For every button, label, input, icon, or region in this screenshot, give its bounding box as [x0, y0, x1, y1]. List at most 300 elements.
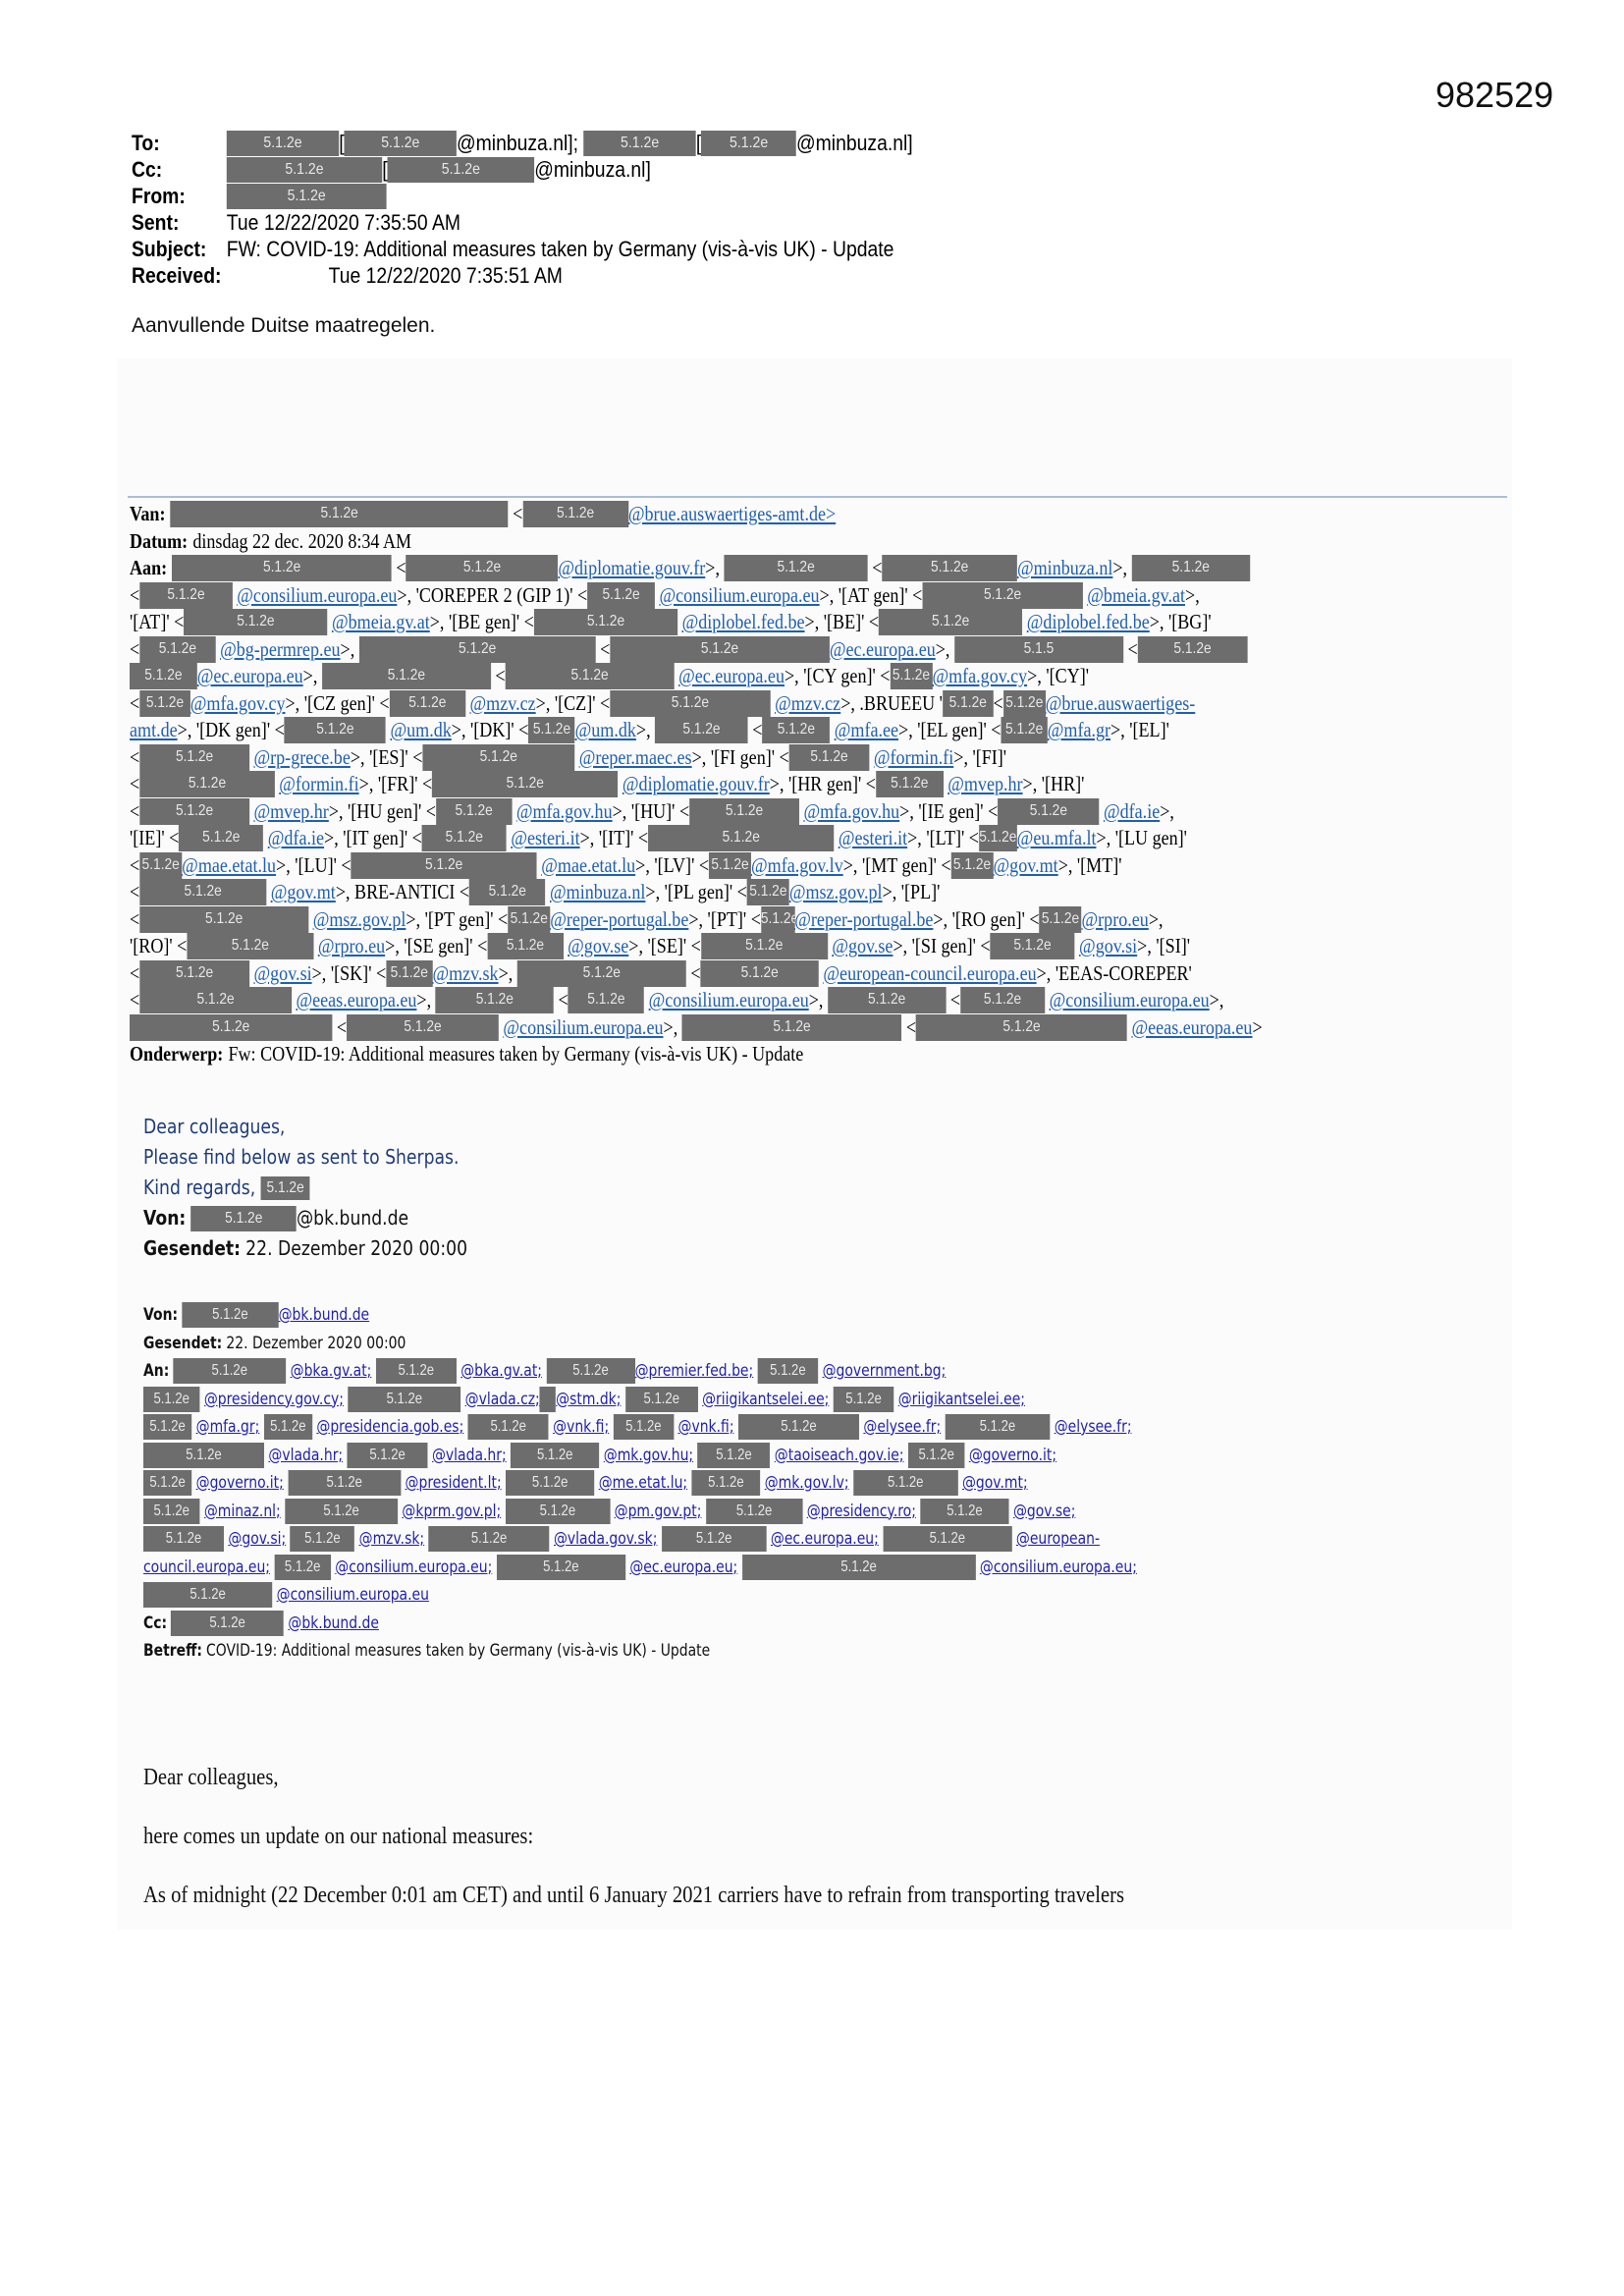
- email-link[interactable]: @gov.mt: [270, 880, 336, 903]
- redaction: 5.1.2e: [1001, 717, 1047, 743]
- betreff-label: Betreff:: [143, 1641, 202, 1661]
- email-link[interactable]: @bmeia.gv.at: [1087, 582, 1186, 607]
- email-link[interactable]: @mvep.hr: [947, 772, 1023, 795]
- redaction: 5.1.2e: [436, 798, 512, 825]
- redaction: 5.1.2e: [758, 1358, 819, 1384]
- recipients-line: < 5.1.2e @rp-grece.be >, '[ES]' < 5.1.2e @reper.maec.es >, '[FI gen]' < 5.1.2e @formin.fi >, '[FI]': [130, 744, 1514, 772]
- email-link[interactable]: @consilium.europa.eu: [1049, 988, 1210, 1011]
- cc-label: Cc:: [143, 1613, 168, 1633]
- redaction: 5.1.2e: [960, 987, 1045, 1013]
- email-link[interactable]: @ec.europa.eu;: [770, 1529, 879, 1549]
- redaction: 5.1.2e: [828, 987, 946, 1013]
- redaction: 5.1.2e: [920, 1499, 1008, 1524]
- redaction: 5.1.2e: [143, 1387, 199, 1412]
- email-link[interactable]: @um.dk: [574, 718, 636, 741]
- redaction: 5.1.2e: [876, 771, 944, 797]
- onderwerp-value: Fw: COVID-19: Additional measures taken by Germany (vis-à-vis UK) - Update: [228, 1042, 804, 1066]
- email-link[interactable]: @eeas.europa.eu: [1131, 1014, 1253, 1039]
- gesendet-label: Gesendet:: [143, 1333, 223, 1353]
- redaction: 5.1.2e: [139, 636, 215, 663]
- redaction: 5.1.2e: [139, 852, 182, 879]
- redaction: 5.1.2e: [139, 771, 275, 797]
- email-link[interactable]: @riigikantselei.ee;: [897, 1389, 1025, 1409]
- betreff-row: [143, 1637, 1512, 1666]
- redaction: 5.1.2e: [689, 798, 799, 825]
- email-link[interactable]: @ec.europa.eu: [196, 664, 303, 687]
- redaction: 5.1.2e: [139, 960, 249, 987]
- redaction: 5.1.2e: [522, 501, 628, 527]
- redaction: 5.1.2e: [834, 1387, 894, 1412]
- gesendet-value: 22. Dezember 2020 00:00: [245, 1236, 468, 1260]
- redaction: 5.1.2e: [546, 1358, 634, 1384]
- an-line: [143, 1498, 1512, 1526]
- email-link[interactable]: @bka.gv.at;: [290, 1361, 372, 1381]
- redaction: 5.1.2e: [184, 609, 327, 635]
- email-link[interactable]: @gov.se;: [1012, 1501, 1076, 1521]
- sent-value: Tue 12/22/2020 7:35:50 AM: [226, 210, 461, 235]
- redaction: 5.1.2e: [348, 1443, 428, 1468]
- forwarded-header-2: [143, 1301, 1512, 1666]
- an-line: [143, 1386, 1512, 1414]
- intro-text: Aanvullende Duitse maatregelen.: [132, 314, 436, 337]
- email-link[interactable]: @government.bg;: [822, 1361, 947, 1381]
- redaction: 5.1.2e: [429, 1526, 550, 1552]
- redaction: 5.1.2e: [172, 555, 392, 581]
- email-link[interactable]: amt.de: [130, 718, 178, 741]
- aan-label: Aan:: [130, 556, 168, 579]
- von-label: Von:: [143, 1206, 187, 1230]
- redaction: 5.1.2e: [701, 933, 828, 959]
- sent-row: [132, 209, 913, 236]
- redaction: 5.1.2e: [436, 987, 554, 1013]
- note-gesendet-row: [143, 1233, 467, 1264]
- redaction: 5.1.2e: [1040, 906, 1082, 933]
- recipients-line: < 5.1.2e @gov.si >, '[SK]' < 5.1.2e @mzv.sk >, 5.1.2e < 5.1.2e @european-council.europa.eu >, 'EEAS-COREPER': [130, 960, 1514, 988]
- separator-line: [128, 496, 1507, 498]
- body-paragraph: As of midnight (22 December 0:01 am CET) and until 6 January 2021 carriers have to refrain from transporting travelers: [143, 1883, 1125, 1908]
- email-link[interactable]: @rpro.eu: [317, 934, 386, 957]
- email-link[interactable]: @mfa.gov.lv: [751, 852, 843, 877]
- email-link[interactable]: @gov.se: [832, 934, 893, 957]
- email-link[interactable]: @rpro.eu: [1081, 906, 1149, 931]
- email-link[interactable]: council.europa.eu;: [143, 1557, 271, 1577]
- recipients-line: < 5.1.2e @mfa.gov.cy >, '[CZ gen]' < 5.1.2e @mzv.cz >, '[CZ]' < 5.1.2e @mzv.cz >, .BRUEEU ' 5.1.2e < 5.1.2e @brue.auswaertiges-: [130, 690, 1514, 718]
- email-link[interactable]: @bmeia.gv.at: [332, 610, 430, 633]
- redaction: 5.1.2e: [143, 1414, 191, 1440]
- redaction: 5.1.2e: [506, 1470, 594, 1496]
- redaction: 5.1.2e: [682, 1014, 902, 1041]
- redaction: 5.1.2e: [348, 1387, 460, 1412]
- van-label: Van:: [130, 502, 166, 525]
- redaction: 5.1.2e: [614, 1414, 675, 1440]
- redaction: 5.1.2e: [789, 744, 870, 771]
- email-link[interactable]: @consilium.europa.eu: [503, 1014, 664, 1039]
- redaction: 5.1.2e: [143, 1443, 264, 1468]
- email-link[interactable]: @consilium.europa.eu;: [979, 1557, 1137, 1577]
- redaction: 5.1.2e: [922, 582, 1082, 609]
- email-link[interactable]: @mfa.ee: [834, 718, 899, 741]
- redaction: 5.1.2e: [130, 1014, 332, 1041]
- note-closing: Kind regards,: [143, 1175, 256, 1199]
- email-link[interactable]: @gov.si: [253, 960, 312, 985]
- redaction: 5.1.2e: [468, 1414, 549, 1440]
- redaction: 5.1.2e: [610, 690, 770, 717]
- gesendet-value: 22. Dezember 2020 00:00: [226, 1333, 406, 1353]
- redaction: 5.1.2e: [376, 1358, 457, 1384]
- email-link[interactable]: @bg-permrep.eu: [220, 636, 341, 661]
- redaction: 5.1.2e: [610, 636, 830, 663]
- ger-von-row: [143, 1301, 1512, 1330]
- redaction: 5.1.2e: [517, 960, 686, 987]
- redaction: 5.1.2e: [762, 717, 830, 743]
- email-link[interactable]: @mfa.gov.cy: [189, 690, 286, 715]
- redaction: 5.1.2e: [1132, 555, 1250, 581]
- email-link[interactable]: @dfa.ie: [1103, 798, 1161, 823]
- an-line: [143, 1413, 1512, 1442]
- email-link[interactable]: @rp-grece.be: [253, 744, 351, 769]
- email-link[interactable]: @mzv.sk;: [358, 1529, 425, 1549]
- an-line: [143, 1581, 1512, 1610]
- redaction: 5.1.2e: [882, 555, 1017, 581]
- von-email-link[interactable]: @bk.bund.de: [278, 1305, 370, 1325]
- to-row: [132, 130, 913, 156]
- email-link[interactable]: @consilium.europa.eu: [648, 988, 809, 1011]
- email-link[interactable]: @minbuza.nl: [1016, 556, 1113, 579]
- recipients-line: < 5.1.2e @msz.gov.pl >, '[PT gen]' < 5.1.2e @reper-portugal.be >, '[PT]' < 5.1.2e @reper-portugal.be >, '[RO gen]' < 5.1.2e @rpro.eu >,: [130, 906, 1514, 934]
- email-link[interactable]: @presidency.ro;: [806, 1501, 916, 1521]
- cc-row: [132, 156, 913, 183]
- redaction: 5.1.2e: [747, 879, 789, 905]
- redaction: 5.1.2e: [998, 798, 1099, 825]
- redaction: 5.1.2e: [182, 1302, 278, 1328]
- email-link[interactable]: @european-council.europa.eu: [823, 960, 1037, 985]
- redaction: 5.1.2e: [583, 131, 695, 156]
- redaction: 5.1.2e: [139, 798, 249, 825]
- email-link[interactable]: @esteri.it: [838, 826, 908, 849]
- email-link[interactable]: @minaz.nl;: [203, 1501, 281, 1521]
- email-link[interactable]: @riigikantselei.ee;: [702, 1389, 830, 1409]
- email-link[interactable]: @consilium.europa.eu: [659, 582, 820, 607]
- redaction: 5.1.2e: [388, 157, 535, 183]
- redaction: 5.1.2e: [534, 609, 677, 635]
- redaction: 5.1.2e: [143, 1582, 272, 1608]
- redaction: 5.1.2e: [506, 1499, 611, 1524]
- redaction: 5.1.2e: [879, 609, 1022, 635]
- email-link[interactable]: @presidency.gov.cy;: [203, 1389, 344, 1409]
- redaction: 5.1.2e: [285, 1499, 398, 1524]
- recipients-line: < 5.1.2e @formin.fi >, '[FR]' < 5.1.2e @diplomatie.gouv.fr >, '[HR gen]' < 5.1.2e @mvep.hr >, '[HR]': [130, 771, 1514, 798]
- email-link[interactable]: @vlada.gov.sk;: [553, 1529, 658, 1549]
- recipients-line: 5.1.2e @ec.europa.eu >, 5.1.2e < 5.1.2e @ec.europa.eu >, '[CY gen]' < 5.1.2e @mfa.gov.cy >, '[CY]': [130, 663, 1514, 690]
- redaction: 5.1.2e: [274, 1555, 330, 1580]
- email-link[interactable]: @stm.dk;: [556, 1389, 622, 1409]
- received-row: [132, 262, 913, 289]
- redaction: 5.1.2e: [139, 690, 190, 717]
- email-link[interactable]: @mfa.gr: [1047, 718, 1111, 741]
- recipients-line: < 5.1.2e @mae.etat.lu >, '[LU]' < 5.1.2e @mae.etat.lu >, '[LV]' < 5.1.2e @mfa.gov.lv >, '[MT gen]' < 5.1.2e @gov.mt >, '[MT]': [130, 852, 1514, 880]
- email-link[interactable]: @eeas.europa.eu: [296, 988, 417, 1011]
- redaction: 5.1.2e: [979, 825, 1017, 851]
- redaction: 5.1.2e: [173, 1358, 286, 1384]
- onderwerp-row: [130, 1041, 1514, 1068]
- email-link[interactable]: @gov.se: [568, 934, 629, 957]
- recipients-line: 5.1.2e < 5.1.2e @consilium.europa.eu >, 5.1.2e < 5.1.2e @eeas.europa.eu >: [130, 1014, 1514, 1042]
- received-label: Received:: [132, 263, 222, 288]
- email-link[interactable]: @mk.gov.hu;: [603, 1445, 694, 1465]
- email-link[interactable]: @taoiseach.gov.ie;: [774, 1445, 904, 1465]
- email-link[interactable]: @mfa.gov.hu: [515, 798, 613, 823]
- email-link[interactable]: @mae.etat.lu: [182, 852, 277, 877]
- sent-label: Sent:: [132, 210, 180, 235]
- redaction: 5.1.2e: [345, 131, 457, 156]
- redaction: 5.1.2e: [264, 1414, 312, 1440]
- redaction: 5.1.2e: [497, 1555, 625, 1580]
- email-link[interactable]: @vnk.fi;: [553, 1417, 610, 1437]
- redaction: 5.1.2e: [943, 690, 994, 717]
- email-link[interactable]: @diplomatie.gouv.fr: [622, 772, 770, 795]
- redaction: 5.1.2e: [143, 1470, 191, 1496]
- email-link[interactable]: @governo.it;: [968, 1445, 1057, 1465]
- email-link[interactable]: @consilium.europa.eu: [276, 1585, 429, 1605]
- redaction: 5.1.2e: [662, 1526, 767, 1552]
- email-link[interactable]: @consilium.europa.eu;: [335, 1557, 493, 1577]
- from-label: From:: [132, 184, 186, 208]
- redaction: 5.1.2e: [352, 852, 537, 879]
- redaction: 5.1.2e: [359, 636, 596, 663]
- email-link[interactable]: @brue.auswaertiges-: [1045, 690, 1196, 715]
- to-label: To:: [132, 131, 160, 155]
- email-link[interactable]: @kprm.gov.pl;: [402, 1501, 502, 1521]
- cover-note: [143, 1112, 467, 1264]
- recipients-line: '[AT]' < 5.1.2e @bmeia.gv.at >, '[BE gen]' < 5.1.2e @diplobel.fed.be >, '[BE]' < 5.1.2e @diplobel.fed.be >, '[BG]': [130, 609, 1514, 636]
- redaction: 5.1.2e: [946, 1414, 1051, 1440]
- redaction: 5.1.2e: [386, 960, 432, 987]
- email-link[interactable]: @president.lt;: [405, 1473, 502, 1493]
- email-link[interactable]: @mzv.cz: [775, 690, 841, 715]
- email-link[interactable]: @reper-portugal.be: [794, 906, 934, 931]
- to-domain-1: @minbuza.nl];: [456, 131, 579, 155]
- email-link[interactable]: @reper.maec.es: [578, 744, 692, 769]
- email-link[interactable]: @minbuza.nl: [550, 880, 646, 903]
- redaction: 5.1.2e: [187, 933, 313, 959]
- redaction: 5.1.2e: [139, 987, 292, 1013]
- email-link[interactable]: @elysee.fr;: [863, 1417, 942, 1437]
- redaction: 5.1.2e: [139, 906, 308, 933]
- email-link[interactable]: @mzv.sk: [432, 960, 499, 985]
- recipients-line: '[RO]' < 5.1.2e @rpro.eu >, '[SE gen]' < 5.1.2e @gov.se >, '[SE]' < 5.1.2e @gov.se >, '[SI gen]' < 5.1.2e @gov.si >, '[SI]': [130, 933, 1514, 960]
- note-von-row: [143, 1203, 467, 1233]
- datum-row: [130, 528, 1514, 556]
- email-link[interactable]: @diplobel.fed.be: [1026, 610, 1150, 633]
- redaction: 5.1.2e: [227, 184, 387, 209]
- email-link[interactable]: @diplobel.fed.be: [681, 610, 805, 633]
- letter-body: [143, 1748, 1562, 1925]
- cc-domain: @minbuza.nl]: [534, 157, 651, 182]
- email-link[interactable]: @governo.it;: [195, 1473, 284, 1493]
- email-link[interactable]: @reper-portugal.be: [550, 906, 689, 931]
- email-link[interactable]: @formin.fi: [873, 744, 954, 769]
- redaction: 5.1.2e: [406, 555, 559, 581]
- redaction: 5.1.2e: [724, 555, 867, 581]
- email-link[interactable]: @ec.europa.eu: [678, 664, 785, 687]
- redaction: 5.1.2e: [469, 879, 545, 905]
- redaction: 5.1.2e: [139, 879, 266, 905]
- note-line: Please find below as sent to Sherpas.: [143, 1145, 460, 1169]
- subject-value: FW: COVID-19: Additional measures taken by Germany (vis-à-vis UK) - Update: [226, 237, 894, 261]
- email-link[interactable]: @vnk.fi;: [677, 1417, 734, 1437]
- email-link[interactable]: @mfa.gr;: [195, 1417, 260, 1437]
- redaction: 5.1.2e: [698, 1443, 771, 1468]
- to-domain-2: @minbuza.nl]: [796, 131, 913, 155]
- redaction: 5.1.2e: [742, 1555, 976, 1580]
- cc-email-link[interactable]: @bk.bund.de: [288, 1613, 379, 1633]
- email-link[interactable]: @mzv.cz: [469, 690, 536, 715]
- redaction: [540, 1387, 556, 1412]
- an-line: [143, 1469, 1512, 1498]
- email-link[interactable]: @formin.fi: [279, 772, 359, 795]
- aan-row: Aan: 5.1.2e < 5.1.2e @diplomatie.gouv.fr >, 5.1.2e < 5.1.2e @minbuza.nl >, 5.1.2e: [130, 555, 1514, 582]
- cc-label: Cc:: [132, 157, 163, 182]
- an-line: [143, 1442, 1512, 1470]
- van-row: Van: 5.1.2e < 5.1.2e @brue.auswaertiges-amt.de>: [130, 501, 1514, 528]
- document-number: 982529: [1435, 75, 1554, 115]
- an-line: [143, 1525, 1512, 1554]
- redaction: 5.1.2e: [422, 744, 574, 771]
- redaction: 5.1.2e: [701, 960, 819, 987]
- redaction: 5.1.2e: [422, 825, 507, 851]
- email-link[interactable]: @elysee.fr;: [1054, 1417, 1132, 1437]
- redaction-5-1-5: 5.1.5: [954, 636, 1123, 663]
- redaction: 5.1.2e: [761, 906, 794, 933]
- received-value: Tue 12/22/2020 7:35:51 AM: [328, 263, 563, 288]
- email-link[interactable]: @ec.europa.eu;: [629, 1557, 738, 1577]
- redaction: 5.1.2e: [1138, 636, 1248, 663]
- redaction: 5.1.2e: [432, 771, 618, 797]
- recipients-line: < 5.1.2e @consilium.europa.eu >, 'COREPER 2 (GIP 1)' < 5.1.2e @consilium.europa.eu >, '[AT gen]' < 5.1.2e @bmeia.gv.at >,: [130, 582, 1514, 610]
- redaction: 5.1.2e: [916, 1014, 1127, 1041]
- redaction: 5.1.2e: [890, 663, 932, 689]
- redaction: 5.1.2e: [648, 825, 834, 851]
- email-link[interactable]: @me.etat.lu;: [598, 1473, 688, 1493]
- datum-label: Datum:: [130, 528, 189, 553]
- email-link[interactable]: @bka.gv.at;: [460, 1361, 542, 1381]
- email-link[interactable]: @esteri.it: [511, 826, 580, 849]
- email-link[interactable]: @mvep.hr: [253, 798, 329, 823]
- email-link[interactable]: @ec.europa.eu: [829, 636, 936, 661]
- subject-row: [132, 236, 913, 262]
- email-link[interactable]: @mfa.gov.cy: [932, 664, 1028, 687]
- bracket: [: [382, 157, 388, 182]
- redaction: 5.1.2e: [139, 744, 249, 771]
- email-link[interactable]: @msz.gov.pl: [312, 906, 406, 931]
- from-row: [132, 183, 913, 209]
- betreff-value: COVID-19: Additional measures taken by Germany (vis-à-vis UK) - Update: [206, 1641, 711, 1661]
- email-link[interactable]: @consilium.europa.eu: [237, 582, 398, 607]
- an-line: [143, 1554, 1512, 1582]
- redaction: 5.1.2e: [143, 1499, 199, 1524]
- recipients-line: amt.de >, '[DK gen]' < 5.1.2e @um.dk >, '[DK]' < 5.1.2e @um.dk >, 5.1.2e < 5.1.2e @mfa.ee >, '[EL gen]' < 5.1.2e @mfa.gr >, '[EL]': [130, 717, 1514, 744]
- redaction: 5.1.2e: [506, 663, 675, 689]
- email-link[interactable]: @european-: [1015, 1529, 1101, 1549]
- email-link[interactable]: @gov.mt: [993, 852, 1058, 877]
- ger-cc-row: [143, 1610, 1512, 1638]
- redaction: 5.1.2e: [701, 131, 796, 156]
- redaction: 5.1.2e: [190, 1206, 296, 1231]
- redaction: 5.1.2e: [288, 1470, 401, 1496]
- redaction: 5.1.2e: [625, 1387, 698, 1412]
- email-link[interactable]: @eu.mfa.lt: [1016, 826, 1097, 849]
- note-closing-row: [143, 1173, 467, 1203]
- email-link[interactable]: @vlada.cz;: [464, 1389, 540, 1409]
- redaction: 5.1.2e: [883, 1526, 1011, 1552]
- body-greeting: Dear colleagues,: [143, 1765, 279, 1790]
- email-link[interactable]: @presidencia.gob.es;: [316, 1417, 464, 1437]
- body-paragraph: here comes un update on our national measures:: [143, 1824, 534, 1849]
- redaction: 5.1.2e: [285, 717, 386, 743]
- recipients-line: < 5.1.2e @bg-permrep.eu >, 5.1.2e < 5.1.2e @ec.europa.eu >, 5.1.5 < 5.1.2e: [130, 636, 1514, 664]
- redaction: 5.1.2e: [227, 157, 382, 183]
- redaction: 5.1.2e: [692, 1470, 761, 1496]
- redaction: 5.1.2e: [390, 690, 465, 717]
- redaction: 5.1.2e: [528, 717, 574, 743]
- datum-value: dinsdag 22 dec. 2020 8:34 AM: [192, 528, 412, 553]
- forwarded-header-1: [130, 501, 1514, 1068]
- email-link[interactable]: @mk.gov.lv;: [764, 1473, 849, 1493]
- redaction: 5.1.2e: [706, 1499, 802, 1524]
- redaction: 5.1.2e: [130, 663, 197, 689]
- email-link[interactable]: @vlada.hr;: [268, 1445, 344, 1465]
- an-label: An:: [143, 1361, 170, 1381]
- email-link[interactable]: @gov.mt;: [961, 1473, 1028, 1493]
- email-link[interactable]: @dfa.ie: [267, 826, 325, 849]
- note-greeting: Dear colleagues,: [143, 1115, 286, 1138]
- redaction: 5.1.2e: [171, 1611, 284, 1636]
- email-link[interactable]: @vlada.hr;: [431, 1445, 507, 1465]
- ger-gesendet-row: [143, 1330, 1512, 1358]
- email-link[interactable]: @premier.fed.be;: [634, 1361, 754, 1381]
- recipients-line: '[IE]' < 5.1.2e @dfa.ie >, '[IT gen]' < 5.1.2e @esteri.it >, '[IT]' < 5.1.2e @esteri.it >, '[LT]' < 5.1.2e @eu.mfa.lt >, '[LU gen]': [130, 825, 1514, 852]
- van-email-link[interactable]: @brue.auswaertiges-amt.de>: [627, 502, 837, 525]
- email-header: [132, 130, 913, 289]
- redaction: 5.1.2e: [508, 906, 550, 933]
- redaction: 5.1.2e: [227, 131, 339, 156]
- redaction: 5.1.2e: [261, 1176, 310, 1200]
- von-label: Von:: [143, 1305, 179, 1325]
- email-link[interactable]: @diplomatie.gouv.fr: [558, 556, 706, 579]
- email-link[interactable]: @gov.si;: [228, 1529, 287, 1549]
- redaction: 5.1.2e: [291, 1526, 355, 1552]
- subject-label: Subject:: [132, 237, 207, 261]
- email-link[interactable]: @pm.gov.pt;: [614, 1501, 702, 1521]
- redaction: 5.1.2e: [951, 852, 994, 879]
- redaction: 5.1.2e: [139, 582, 233, 609]
- email-link[interactable]: @msz.gov.pl: [788, 880, 883, 903]
- recipients-line: < 5.1.2e @mvep.hr >, '[HU gen]' < 5.1.2e @mfa.gov.hu >, '[HU]' < 5.1.2e @mfa.gov.hu >, '[IE gen]' < 5.1.2e @dfa.ie >,: [130, 798, 1514, 826]
- email-link[interactable]: @um.dk: [390, 718, 452, 741]
- email-link[interactable]: @mfa.gov.hu: [803, 798, 900, 823]
- redaction: 5.1.2e: [853, 1470, 958, 1496]
- bracket: [: [339, 131, 345, 155]
- redaction: 5.1.2e: [568, 987, 644, 1013]
- recipients-line: < 5.1.2e @gov.mt >, BRE-ANTICI < 5.1.2e @minbuza.nl >, '[PL gen]' < 5.1.2e @msz.gov.pl >, '[PL]': [130, 879, 1514, 906]
- redaction: 5.1.2e: [487, 933, 563, 959]
- redaction: 5.1.2e: [991, 933, 1075, 959]
- redaction: 5.1.2e: [908, 1443, 964, 1468]
- redaction: 5.1.2e: [1003, 690, 1046, 717]
- email-link[interactable]: @mae.etat.lu: [541, 852, 636, 877]
- redaction: 5.1.2e: [709, 852, 751, 879]
- email-link[interactable]: @gov.si: [1079, 934, 1138, 957]
